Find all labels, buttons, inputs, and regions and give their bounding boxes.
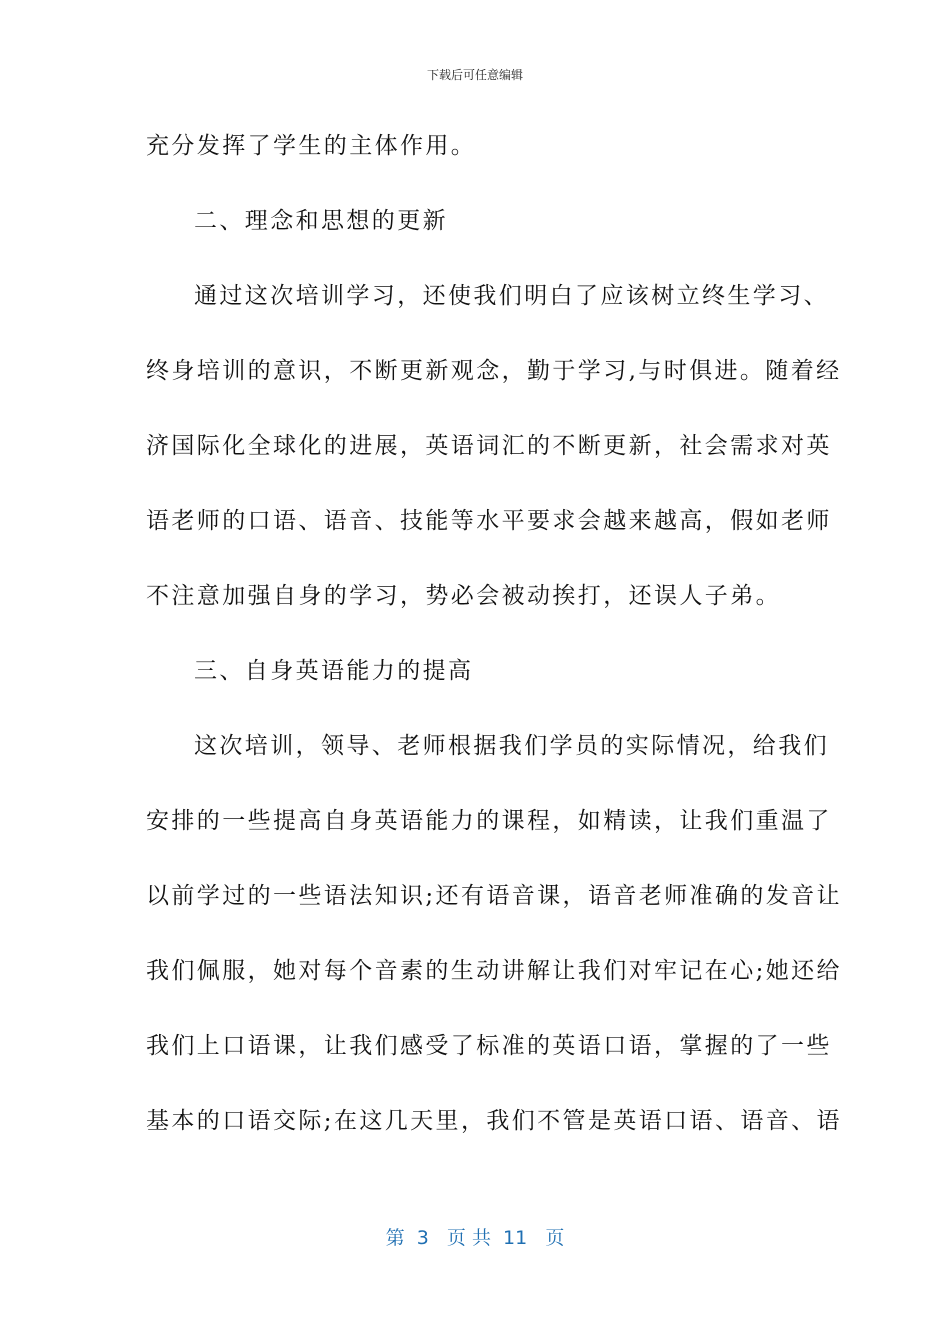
paragraph-line: 语老师的口语、语音、技能等水平要求会越来越高，假如老师 bbox=[146, 508, 832, 534]
paragraph-line: 通过这次培训学习，还使我们明白了应该树立终生学习、 bbox=[194, 283, 829, 309]
paragraph-line: 充分发挥了学生的主体作用。 bbox=[146, 133, 477, 159]
page-number: 第 3 页 共 11 页 bbox=[385, 1227, 565, 1249]
document-body bbox=[146, 126, 842, 1176]
paragraph-line: 安排的一些提高自身英语能力的课程，如精读，让我们重温了 bbox=[146, 808, 832, 834]
paragraph-line: 我们上口语课，让我们感受了标准的英语口语，掌握的了一些 bbox=[146, 1033, 832, 1059]
paragraph-line: 以前学过的一些语法知识;还有语音课，语音老师准确的发音让 bbox=[146, 883, 842, 909]
section-heading: 二、理念和思想的更新 bbox=[194, 208, 448, 234]
paragraph-line: 基本的口语交际;在这几天里，我们不管是英语口语、语音、语 bbox=[146, 1108, 842, 1134]
section-heading: 三、自身英语能力的提高 bbox=[194, 658, 474, 684]
header-note: 下载后可任意编辑 bbox=[426, 68, 523, 82]
paragraph-line: 终身培训的意识，不断更新观念，勤于学习,与时俱进。随着经 bbox=[146, 358, 842, 384]
paragraph-line: 不注意加强自身的学习，势必会被动挨打，还误人子弟。 bbox=[146, 583, 781, 609]
paragraph-line: 这次培训，领导、老师根据我们学员的实际情况，给我们 bbox=[194, 733, 829, 759]
paragraph-line: 我们佩服，她对每个音素的生动讲解让我们对牢记在心;她还给 bbox=[146, 958, 842, 984]
paragraph-line: 济国际化全球化的进展，英语词汇的不断更新，社会需求对英 bbox=[146, 433, 832, 459]
